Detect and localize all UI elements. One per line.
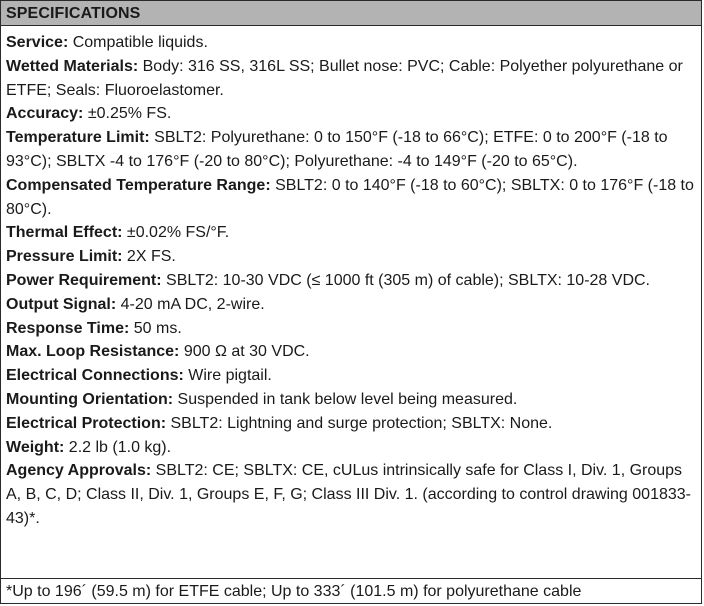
spec-list bbox=[1, 26, 701, 578]
spec-label: Agency Approvals: bbox=[6, 462, 152, 480]
spec-label: Compensated Temperature Range: bbox=[6, 176, 271, 194]
spec-label: Mounting Orientation: bbox=[6, 390, 174, 408]
spec-label: Response Time: bbox=[6, 319, 130, 337]
spec-row bbox=[6, 388, 695, 412]
spec-row bbox=[6, 459, 695, 530]
spec-label: Wetted Materials: bbox=[6, 57, 139, 75]
spec-value: ±0.02% FS/°F. bbox=[122, 224, 230, 242]
spec-row bbox=[6, 293, 695, 317]
spec-row bbox=[6, 317, 695, 341]
spec-value: SBLT2: Lightning and surge protection; SBLTX: None. bbox=[166, 414, 553, 432]
spec-value: 4-20 mA DC, 2-wire. bbox=[116, 295, 265, 313]
spec-value: Suspended in tank below level being measured. bbox=[173, 390, 518, 408]
spec-label: Accuracy: bbox=[6, 105, 84, 123]
spec-label: Temperature Limit: bbox=[6, 129, 150, 147]
spec-label: Electrical Protection: bbox=[6, 414, 167, 432]
spec-value: ±0.25% FS. bbox=[83, 105, 172, 123]
spec-value: 50 ms. bbox=[129, 319, 182, 337]
spec-value: 2.2 lb (1.0 kg). bbox=[64, 438, 172, 456]
spec-row bbox=[6, 55, 695, 103]
spec-row bbox=[6, 126, 695, 174]
spec-value: SBLT2: CE; SBLTX: CE, cULus intrinsically safe for Class I, Div. 1, Groups A, B, C, D; Class II, Div. 1, Groups E, F, G; Class III Div. 1. (according to control drawing 001833-43)*. bbox=[6, 462, 691, 527]
spec-label: Thermal Effect: bbox=[6, 224, 123, 242]
spec-value: SBLT2: Polyurethane: 0 to 150°F (-18 to 66°C); ETFE: 0 to 200°F (-18 to 93°C); SBLTX -4 to 176°F (-20 to 80°C); Polyurethane: -4 to 149°F (-20 to 65°C). bbox=[6, 129, 668, 170]
spec-row bbox=[6, 31, 695, 55]
spec-value: Wire pigtail. bbox=[183, 367, 272, 385]
spec-row bbox=[6, 412, 695, 436]
spec-label: Output Signal: bbox=[6, 295, 117, 313]
spec-value: Body: 316 SS, 316L SS; Bullet nose: PVC; Cable: Polyether polyurethane or ETFE; Seals: Fluoroelastomer. bbox=[6, 57, 683, 99]
spec-value: SBLT2: 0 to 140°F (-18 to 60°C); SBLTX: 0 to 176°F (-18 to 80°C). bbox=[6, 176, 694, 218]
spec-row bbox=[6, 221, 695, 245]
spec-label: Pressure Limit: bbox=[6, 248, 123, 266]
spec-value: 900 Ω at 30 VDC. bbox=[179, 343, 310, 361]
spec-row bbox=[6, 364, 695, 388]
spec-value: SBLT2: 10-30 VDC (≤ 1000 ft (305 m) of cable); SBLTX: 10-28 VDC. bbox=[161, 271, 650, 289]
spec-label: Power Requirement: bbox=[6, 271, 162, 289]
spec-value: 2X FS. bbox=[122, 248, 176, 266]
spec-row bbox=[6, 245, 695, 269]
spec-row bbox=[6, 340, 695, 364]
spec-row bbox=[6, 269, 695, 293]
section-header: SPECIFICATIONS bbox=[1, 1, 701, 26]
spec-row bbox=[6, 102, 695, 126]
spec-row bbox=[6, 436, 695, 460]
spec-label: Weight: bbox=[6, 438, 65, 456]
spec-row bbox=[6, 174, 695, 222]
footnote: *Up to 196´ (59.5 m) for ETFE cable; Up to 333´ (101.5 m) for polyurethane cable bbox=[1, 578, 701, 604]
spec-value: Compatible liquids. bbox=[68, 34, 208, 51]
spec-label: Service: bbox=[6, 34, 69, 51]
spec-label: Max. Loop Resistance: bbox=[6, 343, 180, 361]
spec-label: Electrical Connections: bbox=[6, 367, 184, 385]
